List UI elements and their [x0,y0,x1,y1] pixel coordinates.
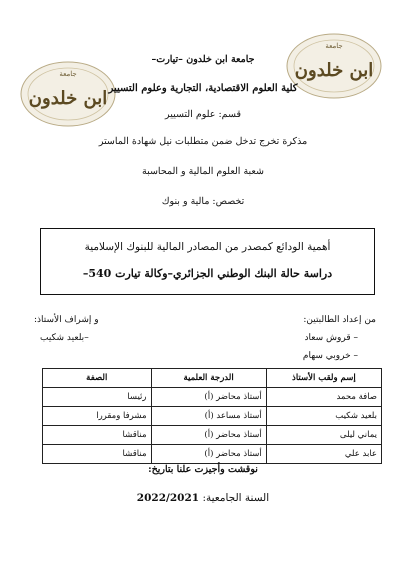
jury-table [42,368,382,464]
table-row [43,426,382,445]
thesis-title-box [40,228,375,295]
logo-calligraphy: ابن خلدون [294,60,374,81]
academic-year-value: 2022/2021 [136,492,200,504]
specialty-name: تخصص: مالية و بنوك [161,196,245,207]
jury-col-name: إسم ولقب الأستاذ [266,369,381,388]
jury-role: مشرفا ومقررا [43,407,152,426]
logo-calligraphy: ابن خلدون [28,88,108,109]
table-row [43,388,382,407]
jury-rank: أستاذ مساعد (أ) [151,407,266,426]
jury-col-rank: الدرجة العلمية [151,369,266,388]
university-name: جامعة ابن خلدون –تيارت– [151,54,255,65]
jury-role: رئيسا [43,388,152,407]
student-name-1: – قروش سعاد [304,333,358,343]
jury-name: صافة محمد [266,388,381,407]
faculty-name: كلية العلوم الاقتصادية، التجارية وعلوم التسيير [108,83,298,94]
department-name: قسم: علوم التسيير [164,109,242,120]
jury-name: بلعيد شكيب [266,407,381,426]
jury-name: عابد علي [266,445,381,464]
supervisor-heading: و إشراف الأستاذ: [34,315,99,325]
memoir-purpose: مذكرة تخرج تدخل ضمن متطلبات نيل شهادة الماستر [98,136,308,147]
jury-col-role: الصفة [43,369,152,388]
table-row [43,445,382,464]
jury-rank: أستاذ محاضر (أ) [151,445,266,464]
jury-header-row [43,369,382,388]
supervisor-name: –بلعيد شكيب [40,333,89,343]
student-name-2: – خروبي سهام [302,351,358,361]
thesis-title-line2: دراسة حالة البنك الوطني الجزائري–وكالة تيارت 540– [82,267,333,280]
jury-role: مناقشا [43,426,152,445]
branch-name: شعبة العلوم المالية و المحاسبة [142,166,264,177]
jury-name: يماني ليلى [266,426,381,445]
thesis-title-line1: أهمية الودائع كمصدر من المصادر المالية للبنوك الإسلامية [84,241,331,253]
students-heading: من إعداد الطالبتين: [303,315,376,325]
logo-seal-label: جامعة [59,70,77,78]
table-row [43,407,382,426]
jury-rank: أستاذ محاضر (أ) [151,426,266,445]
logo-seal-label: جامعة [325,42,343,50]
jury-role: مناقشا [43,445,152,464]
academic-year-label: السنة الجامعية: [202,492,270,504]
academic-year [0,492,406,504]
defense-date-label: نوقشت وأجيزت علنا بتاريخ: [148,464,258,475]
jury-rank: أستاذ محاضر (أ) [151,388,266,407]
